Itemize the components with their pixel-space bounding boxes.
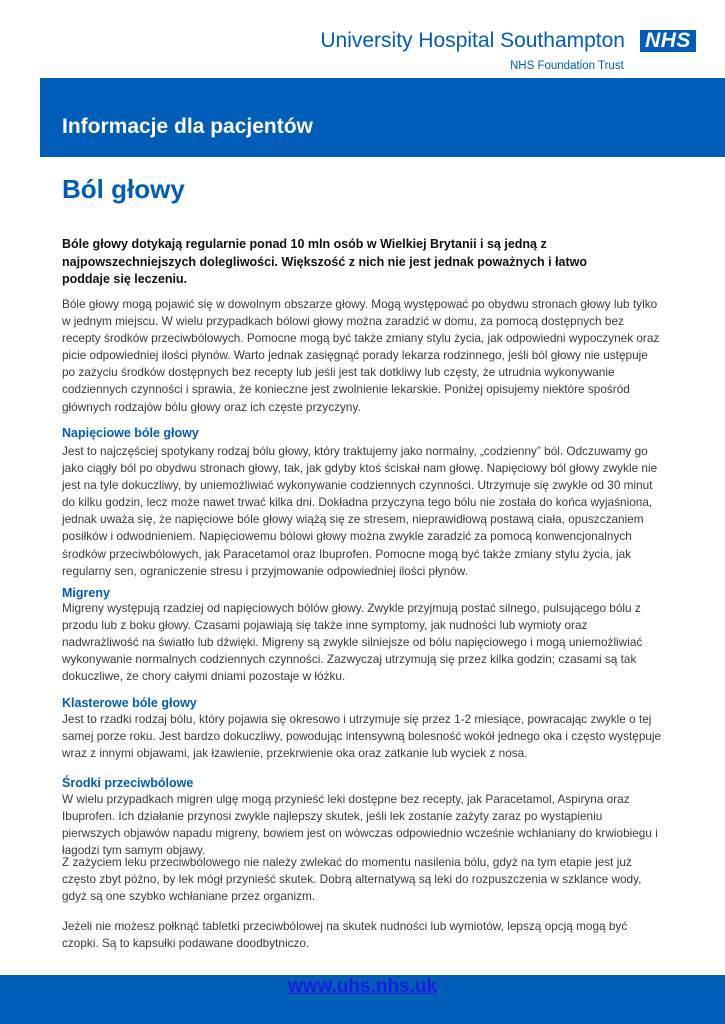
- section-title-painkillers: Środki przeciwbólowe: [62, 776, 194, 790]
- nhs-logo: NHS: [640, 30, 696, 52]
- page-title: Ból głowy: [62, 174, 185, 204]
- section-text-migraine: Migreny występują rzadziej od napięciowych bólów głowy. Zwykle przyjmują postać silnego, pulsującego bólu z przodu lub z boku głowy. Czasami pojawiają się także inne symptomy, jak nudności lub wymioty oraz nadwrażliwość na światło lub dźwięki. Migreny są zwykle silniejsze od bólu napięciowego i mogą uniemożliwiać wykonywanie normalnych codziennych czynności. Zazwyczaj utrzymują się przez kilka godzin; czasami są tak dokuczliwe, że chory całymi dniami pozostaje w łóżku.: [62, 601, 643, 684]
- section-title-migraine: Migreny: [62, 586, 110, 600]
- general-paragraph: Bóle głowy mogą pojawić się w dowolnym obszarze głowy. Mogą występować po obydwu stronach głowy lub tylko w jednym miejscu. W wielu przypadkach bólowi głowy można zaradzić w domu, za pomocą dostępnych bez recepty środków przeciwbólowych. Pomocne mogą być także zmiany stylu życia, jak odpowiedni wypoczynek oraz picie odpowiedniej ilości płynów. Warto jednak zasięgnąć porady lekarza rodzinnego, jeśli ból głowy nie ustępuje po zażyciu środków dostępnych bez recepty lub jeśli jest tak dotkliwy lub częsty, że utrudnia wykonywanie codziennych czynności i sprawia, że konieczne jest zwolnienie lekarskie. Poniżej opisujemy niektóre spośród głównych rodzajów bólu głowy oraz ich częste przyczyny.: [62, 297, 660, 414]
- section-text-tension: Jest to najczęściej spotykany rodzaj bólu głowy, który traktujemy jako normalny, „codzienny” ból. Odczuwamy go jako ciągły ból po obydwu stronach głowy, tak, jak gdyby ktoś ściskał nam głowę. Napięciowy ból głowy zwykle nie jest na tyle dokuczliwy, by uniemożliwiać wykonywanie codziennych czynności. Utrzymuje się zwykle od 30 minut do kilku godzin, lecz może nawet trwać kilka dni. Dokładna przyczyna tego bólu nie została do końca wyjaśniona, jednak uważa się, że napięciowe bóle głowy wiążą się ze stresem, nieprawidłową postawą ciała, opuszczaniem posiłków i odwodnieniem. Napięciowemu bólowi głowy można zwykle zaradzić za pomocą konwencjonalnych środków przeciwbólowych, jak Paracetamol oraz Ibuprofen. Pomocne mogą być także zmiany stylu życia, jak regularny sen, ograniczenie stresu i przyjmowanie odpowiedniej ilości płynów.: [62, 444, 658, 578]
- trust-name: NHS Foundation Trust: [510, 60, 624, 72]
- section-title-cluster: Klasterowe bóle głowy: [62, 696, 197, 710]
- section-text-painkillers-3: Jeżeli nie możesz połknąć tabletki przeciwbólowej na skutek nudności lub wymiotów, lepszą opcją mogą być czopki. Są to kapsułki podawane doodbytniczo.: [62, 919, 628, 951]
- section-text-cluster: Jest to rzadki rodzaj bólu, który pojawia się okresowo i utrzymuje się przez 1-2 miesiące, powracając zwykle o tej samej porze roku. Jest bardzo dokuczliwy, powodując intensywną bolesność wokół jednego oka i często występuje wraz z innymi objawami, jak łzawienie, przekrwienie oka oraz zatkanie lub wyciek z nosa.: [62, 712, 662, 761]
- website-link[interactable]: www.uhs.nhs.uk: [287, 976, 438, 997]
- intro-paragraph: Bóle głowy dotykają regularnie ponad 10 mln osób w Wielkiej Brytanii i są jedną z najpowszechniejszych dolegliwości. Większość z nich nie jest jednak poważnych i łatwo poddaje się leczeniu.: [62, 237, 588, 286]
- banner-title: Informacje dla pacjentów: [62, 115, 313, 138]
- section-title-tension: Napięciowe bóle głowy: [62, 426, 199, 440]
- hospital-name: University Hospital Southampton: [320, 29, 625, 52]
- section-text-painkillers-2: Z zażyciem leku przeciwbólowego nie należy zwlekać do momentu nasilenia bólu, gdyż na tym etapie jest już często zbyt późno, by lek mógł przynieść skutek. Dobrą alternatywą są leki do rozpuszczenia w szklance wody, gdyż są one szybko wchłaniane przez organizm.: [62, 855, 642, 904]
- section-text-painkillers: W wielu przypadkach migren ulgę mogą przynieść leki dostępne bez recepty, jak Paracetamol, Aspiryna oraz Ibuprofen. Ich działanie przynosi zwykle najlepszy skutek, jeśli lek zostanie zażyty zaraz po wystąpieniu pierwszych objawów napadu migreny, bowiem jest on wówczas odpowiednio wcześnie wchłaniany do krwiobiegu i łagodzi tym samym objawy.: [62, 792, 658, 858]
